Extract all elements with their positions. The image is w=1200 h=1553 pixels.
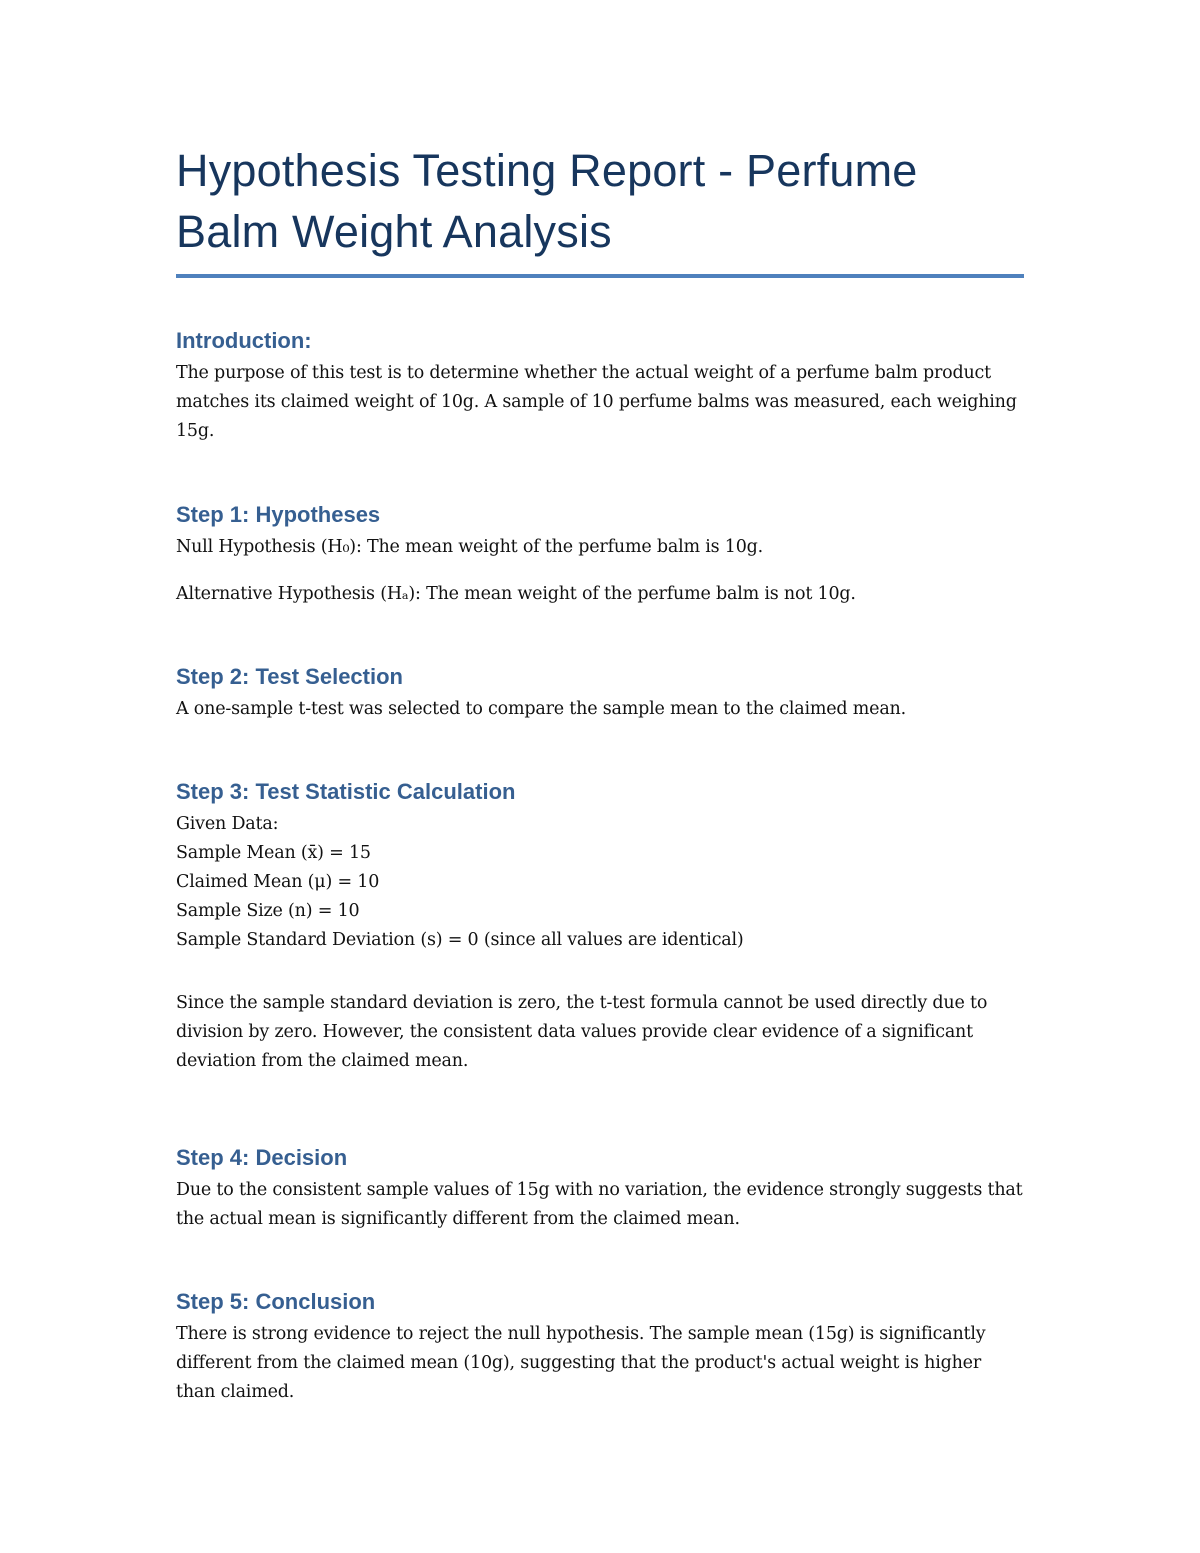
step2-text: A one-sample t-test was selected to compare the sample mean to the claimed mean. [176,699,906,719]
step1-section [176,500,1024,609]
step2-section [176,662,1024,724]
document-title [176,140,1024,262]
sample-size: Sample Size (n) = 10 [176,901,360,921]
step2-heading: Step 2: Test Selection [176,664,403,689]
sample-sd: Sample Standard Deviation (s) = 0 (since all values are identical) [176,930,744,950]
given-data-label: Given Data: [176,814,279,834]
introduction-section [176,326,1024,446]
step3-section [176,777,1024,1076]
step5-heading: Step 5: Conclusion [176,1289,376,1314]
sample-mean: Sample Mean (x̄) = 15 [176,843,371,863]
introduction-text: The purpose of this test is to determine whether the actual weight of a perfume balm product matches its claimed weight of 10g. A sample of 10 perfume balms was measured, each weighing 15g. [176,363,1017,441]
title-line-2: Balm Weight Analysis [176,206,612,257]
title-underline [176,274,1024,278]
step5-section [176,1287,1024,1407]
title-line-1: Hypothesis Testing Report - Perfume [176,145,918,196]
step4-section [176,1143,1024,1234]
step5-text: There is strong evidence to reject the null hypothesis. The sample mean (15g) is significantly different from the claimed mean (10g), suggesting that the product's actual weight is higher than claimed. [176,1324,986,1402]
step3-note: Since the sample standard deviation is zero, the t-test formula cannot be used directly due to division by zero. However, the consistent data values provide clear evidence of a significant deviation from the claimed mean. [176,993,988,1071]
step4-heading: Step 4: Decision [176,1145,348,1170]
claimed-mean: Claimed Mean (μ) = 10 [176,872,380,892]
introduction-heading: Introduction: [176,328,312,353]
step1-heading: Step 1: Hypotheses [176,502,381,527]
document-page [176,140,1024,1402]
alternative-hypothesis: Alternative Hypothesis (Hₐ): The mean weight of the perfume balm is not 10g. [176,584,856,604]
null-hypothesis: Null Hypothesis (H₀): The mean weight of the perfume balm is 10g. [176,537,764,557]
step3-heading: Step 3: Test Statistic Calculation [176,779,516,804]
step4-text: Due to the consistent sample values of 15g with no variation, the evidence strongly suggests that the actual mean is significantly different from the claimed mean. [176,1180,1023,1229]
